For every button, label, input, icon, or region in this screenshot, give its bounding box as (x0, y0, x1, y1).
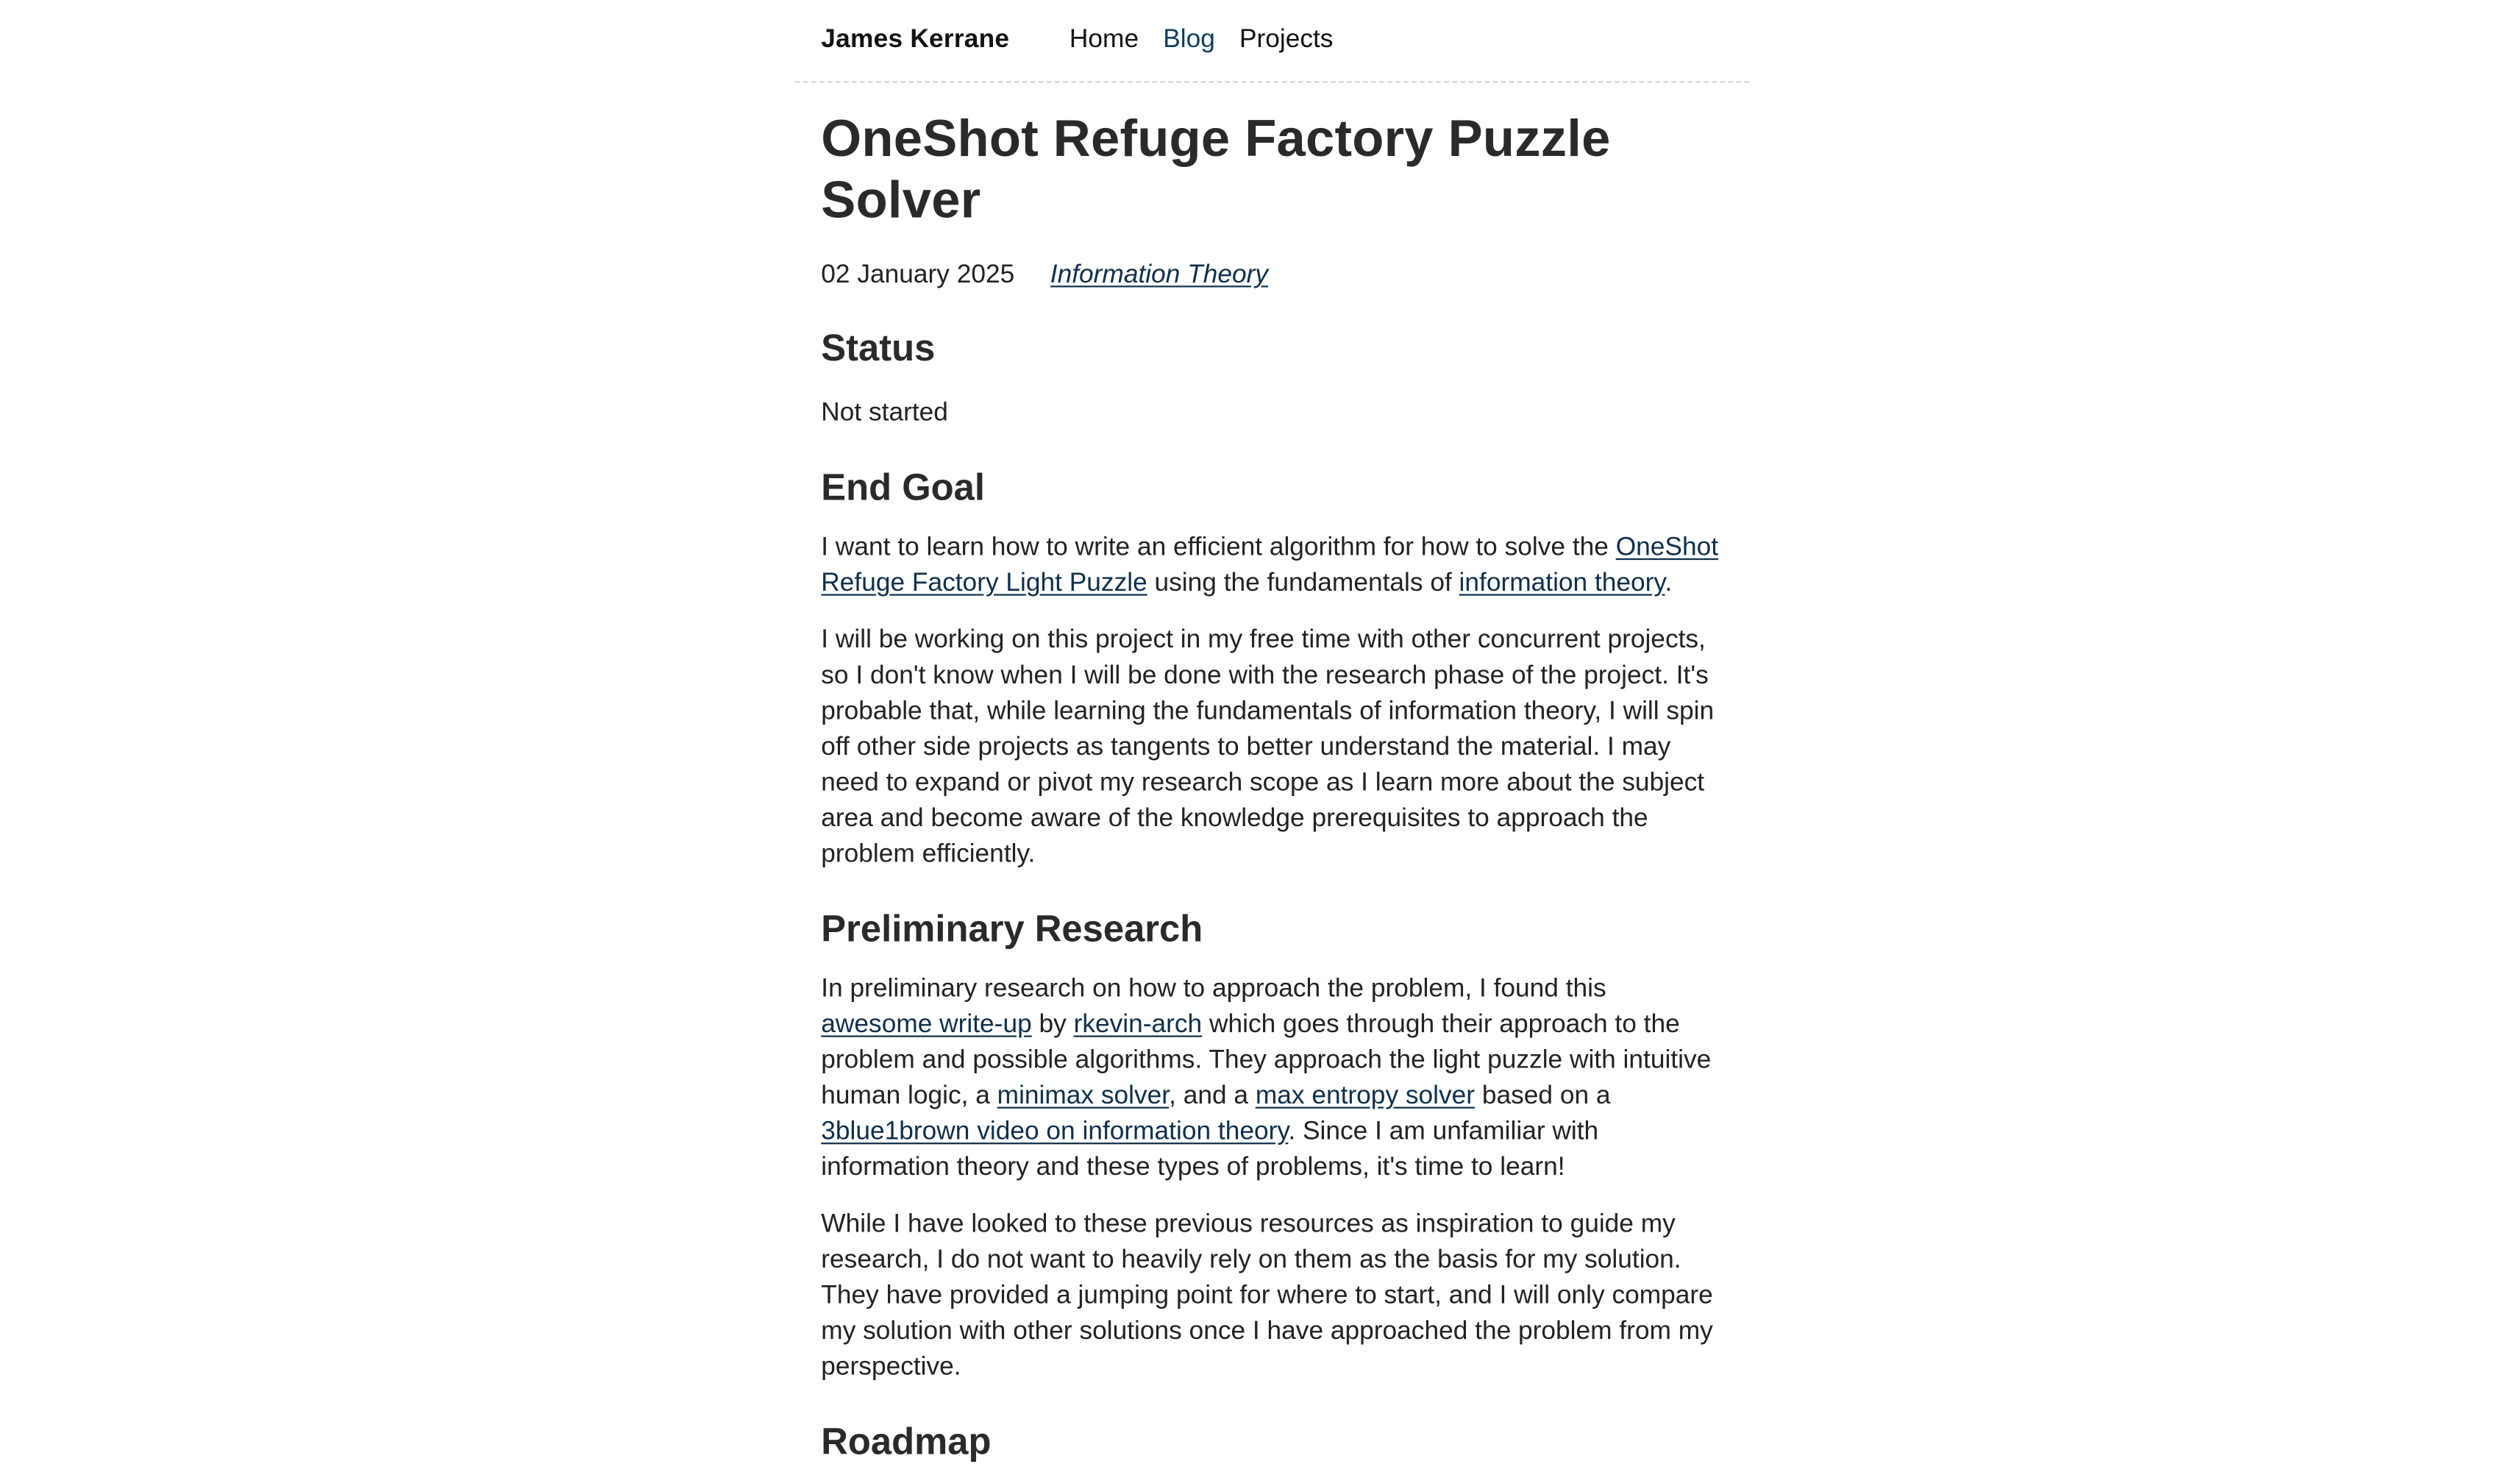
nav-projects-link[interactable]: Projects (1239, 26, 1334, 54)
minimax-solver-link[interactable]: minimax solver (997, 1082, 1170, 1110)
nav-blog-link[interactable]: Blog (1163, 26, 1215, 54)
text-span: . Since I am unfamiliar with information theory and these types of problems, it's time to learn! (821, 1118, 1599, 1182)
write-up-link[interactable]: awesome write-up (821, 1011, 1032, 1039)
site-name[interactable]: James Kerrane (821, 26, 1010, 54)
text-span: which goes through their approach to the problem and possible algorithms. They approach the light puzzle with intuitive human logic, a (821, 1011, 1712, 1110)
roadmap-heading: Roadmap (821, 1420, 992, 1463)
site-header (795, 0, 1749, 83)
video-link[interactable]: 3blue1brown video on information theory (821, 1118, 1289, 1146)
tag-link[interactable]: Information Theory (1050, 261, 1269, 289)
status-text: Not started (821, 399, 948, 427)
research-paragraph-1 (821, 972, 1720, 1186)
text-span: I want to learn how to write an efficient algorithm for how to solve the (821, 533, 1616, 562)
article (795, 107, 1749, 1464)
status-heading: Status (821, 326, 936, 369)
text-span: based on a (1475, 1082, 1611, 1110)
text-span: using the fundamentals of (1147, 569, 1459, 597)
nav-home-link[interactable]: Home (1069, 26, 1139, 54)
main-nav (1069, 26, 1358, 55)
post-meta (821, 260, 1720, 292)
end-goal-paragraph-2: I will be working on this project in my free time with other concurrent projects, so I don't know when I will be done with the research phase of the project. It's probable that, while learning the fundamentals of information theory, I will spin off other side projects as tangents to better understand the material. I may need to expand or pivot my research scope as I learn more about the subject area and become aware of the knowledge prerequisites to approach the problem efficiently. (821, 626, 1715, 869)
puzzle-link[interactable]: OneShot Refuge Factory Light Puzzle (821, 533, 1719, 597)
text-span: by (1031, 1011, 1074, 1039)
preliminary-research-heading: Preliminary Research (821, 907, 1203, 950)
max-entropy-solver-link[interactable]: max entropy solver (1255, 1082, 1476, 1110)
text-span: . (1665, 569, 1673, 597)
text-span: , and a (1169, 1082, 1256, 1110)
content-column (795, 0, 1749, 1464)
information-theory-link[interactable]: information theory (1459, 569, 1665, 597)
page-title: OneShot Refuge Factory Puzzle Solver (821, 108, 1611, 230)
text-span: In preliminary research on how to approach the problem, I found this (821, 975, 1606, 1003)
post-date: 02 January 2025 (821, 261, 1015, 289)
end-goal-heading: End Goal (821, 466, 985, 508)
research-paragraph-2: While I have looked to these previous resources as inspiration to guide my research, I do not want to heavily rely on them as the basis for my solution. They have provided a jumping point for where to start, and I will only compare my solution with other solutions once I have approached the problem from my perspective. (821, 1210, 1713, 1382)
author-link[interactable]: rkevin-arch (1073, 1011, 1203, 1039)
end-goal-paragraph-1 (821, 530, 1720, 602)
